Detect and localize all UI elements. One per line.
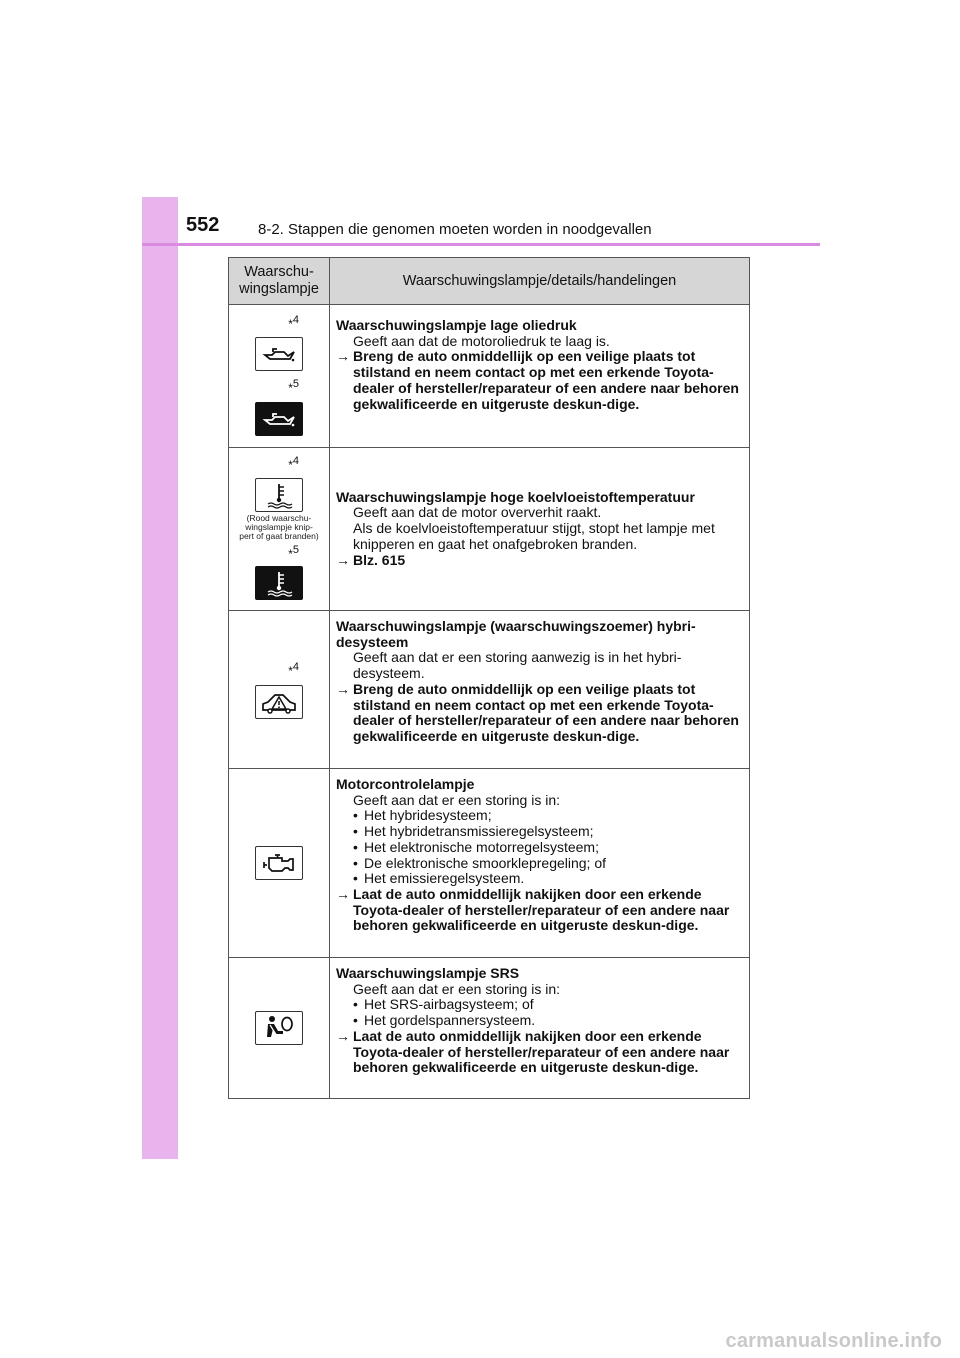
footnote-mark: *$^4$ xyxy=(288,314,299,331)
lamp-description: Als de koelvloeistoftemperatuur stijgt, stopt het lampje met knipperen en gaat het onafgebroken branden. xyxy=(353,520,715,552)
lamp-description: Geeft aan dat de motoroliedruk te laag is. xyxy=(353,332,610,349)
page-reference: → Blz. 615 xyxy=(336,551,406,568)
footnote-mark: *$^4$ xyxy=(288,660,299,678)
coolant-temperature-icon xyxy=(255,566,303,600)
list-item: • De elektronische smoorklepregeling; of xyxy=(353,854,607,871)
description-cell xyxy=(330,305,750,448)
warning-lights-table xyxy=(228,257,750,1099)
description-cell xyxy=(330,448,750,611)
lamp-description: Geeft aan dat er een storing is in: xyxy=(353,791,561,808)
page-number: 552 xyxy=(186,214,220,236)
lamp-title: Waarschuwingslampje hoge koelvloeistoftemperatuur xyxy=(336,488,695,505)
description-cell xyxy=(330,611,750,769)
icon-cell xyxy=(229,305,330,448)
section-title: 8-2. Stappen die genomen moeten worden in noodgevallen xyxy=(258,221,652,238)
description-cell xyxy=(330,769,750,958)
footnote-mark: *$^5$ xyxy=(288,543,299,561)
lamp-title: Waarschuwingslampje (waarschuwingszoemer) hybri-desysteem xyxy=(336,618,696,650)
table-row xyxy=(229,611,750,769)
srs-airbag-icon xyxy=(255,1011,303,1045)
list-item: • Het emissieregelsysteem. xyxy=(353,870,525,887)
table-row xyxy=(229,448,750,611)
footnote-mark: *$^5$ xyxy=(288,377,299,395)
lamp-title: Waarschuwingslampje lage oliedruk xyxy=(336,317,577,333)
action-instruction: → Breng de auto onmiddellijk op een veilige plaats tot stilstand en neem contact op met een erkende Toyota-dealer of hersteller/reparateur of een andere naar behoren gekwalificeerde en uitgeruste deskun-dige. xyxy=(336,348,739,412)
hybrid-system-warning-icon xyxy=(255,685,303,719)
lamp-description: Geeft aan dat er een storing aanwezig is in het hybri-desysteem. xyxy=(353,649,682,682)
list-item: • Het hybridetransmissieregelsysteem; xyxy=(353,823,594,840)
footnote-mark: *$^4$ xyxy=(288,455,299,472)
header-lamp: Waarschu- wingslampje xyxy=(229,258,330,305)
oil-pressure-icon xyxy=(255,402,303,436)
list-item: • Het SRS-airbagsysteem; of xyxy=(353,996,534,1013)
description-cell xyxy=(330,958,750,1099)
list-item: • Het elektronische motorregelsysteem; xyxy=(353,838,599,855)
action-instruction: → Breng de auto onmiddellijk op een veilige plaats tot stilstand en neem contact op met een erkende Toyota-dealer of hersteller/reparateur of een andere naar behoren gekwalificeerde en uitgeruste deskun-dige. xyxy=(336,680,739,744)
coolant-temperature-icon xyxy=(255,478,303,512)
table-header-row xyxy=(229,258,750,305)
lamp-description: Geeft aan dat de motor oververhit raakt. xyxy=(353,504,602,521)
icon-cell xyxy=(229,448,330,611)
watermark: carmanualsonline.info xyxy=(725,1330,942,1352)
lamp-description: Geeft aan dat er een storing is in: xyxy=(353,980,561,997)
action-instruction: → Laat de auto onmiddellijk nakijken door een erkende Toyota-dealer of hersteller/reparateur of een andere naar behoren gekwalificeerde en uitgeruste deskun-dige. xyxy=(336,1027,730,1076)
header-details: Waarschuwingslampje/details/handelingen xyxy=(330,258,750,305)
lamp-title: Waarschuwingslampje SRS xyxy=(336,965,520,981)
lamp-title: Motorcontrolelampje xyxy=(336,776,475,792)
lamp-caption: (Rood waarschu- wingslampje knip- pert of gaat branden) xyxy=(239,512,319,541)
action-instruction: → Laat de auto onmiddellijk nakijken door een erkende Toyota-dealer of hersteller/reparateur of een andere naar behoren gekwalificeerde en uitgeruste deskun-dige. xyxy=(336,885,730,934)
table-row xyxy=(229,769,750,958)
list-item: • Het hybridesysteem; xyxy=(353,807,492,824)
icon-cell xyxy=(229,958,330,1099)
engine-check-icon xyxy=(255,846,303,880)
chapter-side-strip xyxy=(142,197,178,1159)
icon-cell xyxy=(229,611,330,769)
table-row xyxy=(229,305,750,448)
header-rule xyxy=(142,243,820,246)
oil-pressure-icon xyxy=(255,337,303,371)
list-item: • Het gordelspannersysteem. xyxy=(353,1012,536,1029)
icon-cell xyxy=(229,769,330,958)
table-row xyxy=(229,958,750,1099)
